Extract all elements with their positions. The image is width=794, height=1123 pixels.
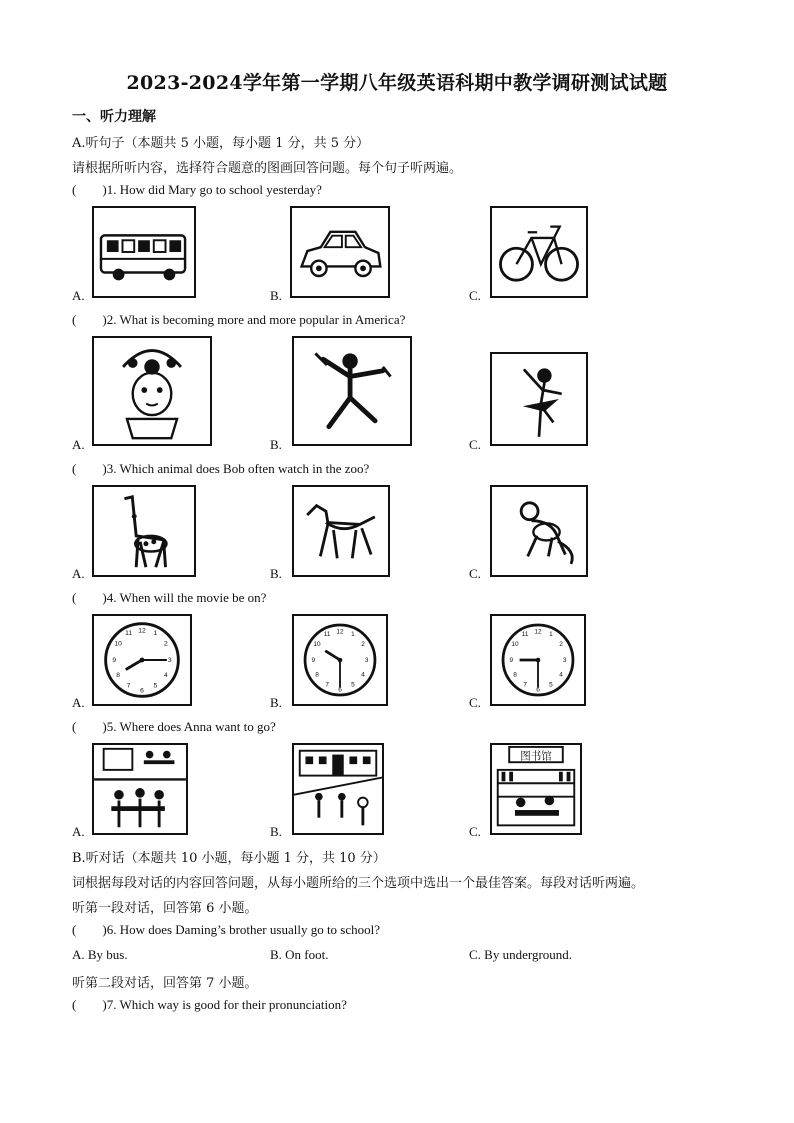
kungfu-picture xyxy=(292,336,412,446)
svg-text:11: 11 xyxy=(125,630,133,638)
opera-mask-icon xyxy=(94,338,210,444)
svg-text:12: 12 xyxy=(336,628,344,636)
svg-text:8: 8 xyxy=(513,671,517,679)
clock-icon xyxy=(94,616,190,704)
clock-picture-c xyxy=(490,614,586,706)
svg-text:2: 2 xyxy=(164,640,168,648)
beijing-opera-picture xyxy=(92,336,212,446)
bicycle-icon xyxy=(492,208,586,296)
question-5: ( )5. Where does Anna want to go? xyxy=(72,719,276,734)
svg-text:5: 5 xyxy=(549,681,553,689)
monkey-picture xyxy=(490,485,588,577)
part-a-instruction: 请根据所听内容，选择符合题意的图画回答问题。每个句子听两遍。 xyxy=(72,161,463,176)
svg-text:7: 7 xyxy=(126,682,131,690)
clock-picture-a xyxy=(92,614,192,706)
library-picture xyxy=(490,743,582,835)
page-title: 2023-2024学年第一学期八年级英语科期中教学调研测试试题 xyxy=(126,72,668,94)
svg-text:5: 5 xyxy=(153,682,158,690)
option-label: A. xyxy=(72,824,85,839)
svg-text:8: 8 xyxy=(116,672,120,680)
horse-icon xyxy=(294,487,388,575)
bus-icon xyxy=(94,208,194,296)
option-label: B. xyxy=(270,824,282,839)
question-7: ( )7. Which way is good for their pronunciation? xyxy=(72,997,347,1012)
library-icon xyxy=(492,745,580,833)
svg-text:10: 10 xyxy=(511,641,519,649)
svg-text:12: 12 xyxy=(138,627,146,635)
svg-text:4: 4 xyxy=(164,672,168,680)
bus-picture xyxy=(92,206,196,298)
option-b: B. On foot. xyxy=(270,947,329,962)
svg-text:8: 8 xyxy=(315,671,319,679)
part-b-instruction: 词根据每段对话的内容回答问题，从每小题所给的三个选项中选出一个最佳答案。每段对话听两遍。 xyxy=(72,876,645,891)
svg-text:4: 4 xyxy=(559,671,563,679)
svg-text:7: 7 xyxy=(325,681,329,689)
school-icon xyxy=(294,745,382,833)
svg-text:3: 3 xyxy=(562,656,567,664)
option-label: C. xyxy=(469,288,481,303)
option-label: B. xyxy=(270,566,282,581)
option-label: C. xyxy=(469,824,481,839)
svg-text:6: 6 xyxy=(338,686,342,694)
monkey-icon xyxy=(492,487,586,575)
option-label: B. xyxy=(270,695,282,710)
school-picture xyxy=(292,743,384,835)
svg-text:9: 9 xyxy=(112,656,117,664)
svg-text:6: 6 xyxy=(536,686,540,694)
svg-text:10: 10 xyxy=(313,641,321,649)
horse-picture xyxy=(292,485,390,577)
giraffe-icon xyxy=(94,487,194,575)
option-c: C. By underground. xyxy=(469,947,573,962)
restaurant-icon xyxy=(94,745,186,833)
clock-icon xyxy=(492,616,584,704)
car-icon xyxy=(292,208,388,296)
kungfu-icon xyxy=(294,338,410,444)
dialog-1-intro: 听第一段对话，回答第 6 小题。 xyxy=(72,901,258,916)
svg-text:9: 9 xyxy=(509,656,514,664)
ballet-dancer-icon xyxy=(492,354,586,444)
part-a-heading: A.听句子（本题共 5 小题，每小题 1 分，共 5 分） xyxy=(72,136,370,151)
svg-text:9: 9 xyxy=(311,656,316,664)
giraffe-picture xyxy=(92,485,196,577)
option-a: A. By bus. xyxy=(72,947,128,962)
car-picture xyxy=(290,206,390,298)
svg-text:2: 2 xyxy=(361,641,365,649)
ballet-picture xyxy=(490,352,588,446)
clock-icon xyxy=(294,616,386,704)
question-3: ( )3. Which animal does Bob often watch in the zoo? xyxy=(72,461,370,476)
svg-text:11: 11 xyxy=(521,631,529,639)
svg-text:12: 12 xyxy=(534,628,542,636)
clock-picture-b xyxy=(292,614,388,706)
svg-text:3: 3 xyxy=(364,656,369,664)
option-label: A. xyxy=(72,437,85,452)
svg-text:6: 6 xyxy=(140,687,144,695)
question-1: ( )1. How did Mary go to school yesterday? xyxy=(72,182,322,197)
svg-text:1: 1 xyxy=(153,630,158,638)
option-label: B. xyxy=(270,437,282,452)
svg-text:7: 7 xyxy=(523,681,527,689)
section-heading: 一、听力理解 xyxy=(72,109,156,125)
svg-text:10: 10 xyxy=(114,640,122,648)
option-label: C. xyxy=(469,437,481,452)
option-label: C. xyxy=(469,695,481,710)
option-label: A. xyxy=(72,695,85,710)
library-sign: 图书馆 xyxy=(520,750,552,763)
svg-text:4: 4 xyxy=(361,671,365,679)
part-b-heading: B.听对话（本题共 10 小题，每小题 1 分，共 10 分） xyxy=(72,851,386,866)
question-2: ( )2. What is becoming more and more popular in America? xyxy=(72,312,406,327)
svg-text:3: 3 xyxy=(167,656,172,664)
svg-text:1: 1 xyxy=(351,631,355,639)
svg-text:1: 1 xyxy=(549,631,553,639)
question-4: ( )4. When will the movie be on? xyxy=(72,590,267,605)
option-label: A. xyxy=(72,288,85,303)
question-6: ( )6. How does Daming’s brother usually go to school? xyxy=(72,922,381,937)
option-label: A. xyxy=(72,566,85,581)
svg-text:2: 2 xyxy=(559,641,563,649)
svg-text:5: 5 xyxy=(351,681,355,689)
bicycle-picture xyxy=(490,206,588,298)
option-label: C. xyxy=(469,566,481,581)
svg-text:11: 11 xyxy=(323,631,331,639)
dialog-2-intro: 听第二段对话，回答第 7 小题。 xyxy=(72,976,258,991)
restaurant-picture xyxy=(92,743,188,835)
option-label: B. xyxy=(270,288,282,303)
